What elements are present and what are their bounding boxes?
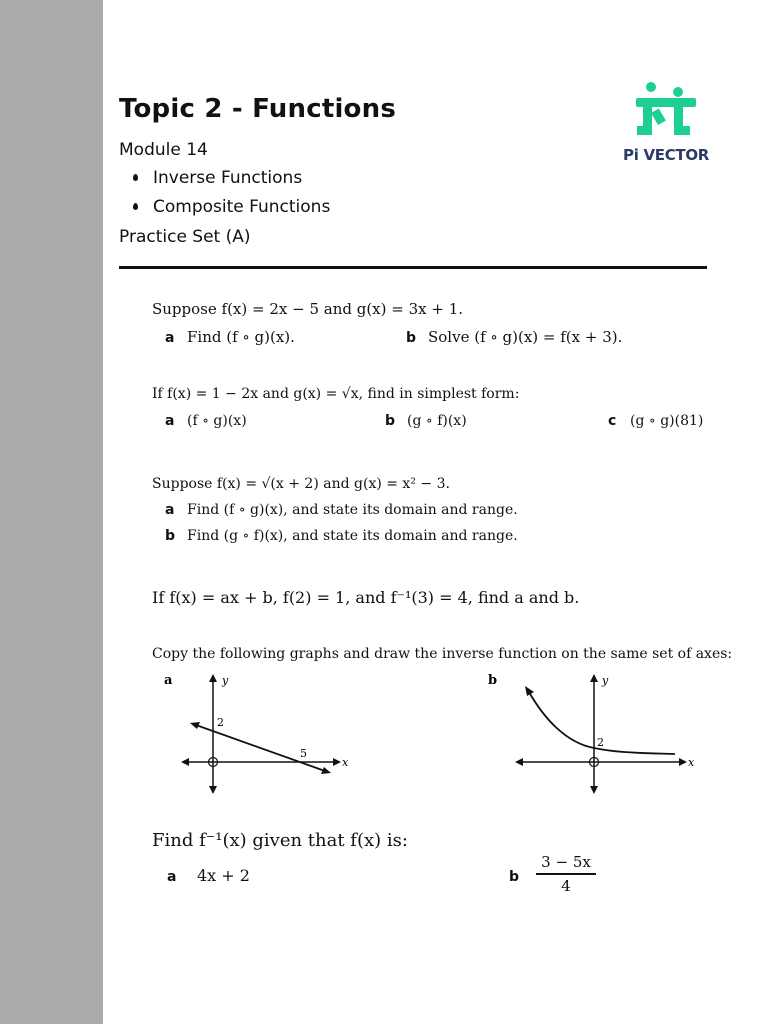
topic-list bbox=[131, 168, 330, 226]
question-1-part-b bbox=[406, 328, 622, 346]
part-label: a bbox=[165, 330, 175, 346]
x-intercept-label: 5 bbox=[300, 747, 307, 760]
y-axis-label: y bbox=[602, 674, 609, 687]
question-6-stem: Find f⁻¹(x) given that f(x) is: bbox=[152, 830, 408, 851]
question-2-part-a bbox=[165, 413, 247, 429]
graph-b bbox=[483, 668, 703, 798]
line-arrow-icon bbox=[321, 767, 331, 774]
graph-a bbox=[158, 668, 358, 798]
topic-label: Composite Functions bbox=[153, 197, 331, 217]
part-label: b bbox=[165, 528, 176, 544]
question-3-part-b bbox=[165, 528, 518, 544]
question-3-stem: Suppose f(x) = √(x + 2) and g(x) = x² − 3. bbox=[152, 476, 450, 492]
question-5-stem: Copy the following graphs and draw the inverse function on the same set of axes: bbox=[152, 646, 733, 662]
x-axis-label: x bbox=[688, 756, 695, 769]
part-text: Find (f ∘ g)(x). bbox=[187, 328, 295, 346]
x-axis-arrow-icon bbox=[333, 758, 341, 766]
y-axis-arrow-icon bbox=[209, 786, 217, 794]
question-4-text: If f(x) = ax + b, f(2) = 1, and f⁻¹(3) = 4, find a and b. bbox=[152, 588, 580, 607]
y-axis-arrow-icon bbox=[590, 786, 598, 794]
graph-label: a bbox=[164, 673, 173, 688]
logo-wordmark: Pi VECTOR bbox=[623, 146, 710, 164]
part-label: a bbox=[165, 502, 175, 518]
left-margin-bar bbox=[0, 0, 103, 1024]
topic-label: Inverse Functions bbox=[153, 168, 303, 188]
x-axis-arrow-icon bbox=[181, 758, 189, 766]
question-6-part-a bbox=[167, 866, 250, 885]
part-label: b bbox=[385, 413, 396, 429]
practice-set-label: Practice Set (A) bbox=[119, 227, 251, 247]
worksheet-page bbox=[103, 0, 768, 1024]
question-1-stem: Suppose f(x) = 2x − 5 and g(x) = 3x + 1. bbox=[152, 300, 464, 318]
fraction-numerator: 3 − 5x bbox=[541, 853, 591, 871]
part-text: (g ∘ f)(x) bbox=[407, 413, 467, 429]
part-text: Find (f ∘ g)(x), and state its domain and range. bbox=[187, 502, 518, 518]
y-intercept-label: 2 bbox=[217, 716, 224, 729]
page-title: Topic 2 - Functions bbox=[119, 94, 397, 124]
module-label: Module 14 bbox=[119, 140, 208, 160]
line-arrow-icon bbox=[190, 722, 200, 729]
header-divider bbox=[119, 266, 707, 269]
x-axis-label: x bbox=[342, 756, 349, 769]
part-text: (f ∘ g)(x) bbox=[187, 413, 247, 429]
bullet-icon bbox=[133, 174, 138, 181]
x-axis-arrow-icon bbox=[515, 758, 523, 766]
question-6-part-b bbox=[509, 866, 539, 885]
part-label: b bbox=[406, 330, 417, 346]
part-label: a bbox=[165, 413, 175, 429]
fraction-bar bbox=[536, 873, 596, 875]
topic-item bbox=[131, 168, 330, 197]
part-text: Find (g ∘ f)(x), and state its domain and range. bbox=[187, 528, 518, 544]
y-axis-arrow-icon bbox=[590, 674, 598, 682]
part-text: 4x + 2 bbox=[197, 866, 250, 885]
graph-label: b bbox=[488, 673, 498, 688]
part-label: a bbox=[167, 869, 177, 885]
question-2-part-b bbox=[385, 413, 467, 429]
curve-arrow-icon bbox=[525, 686, 534, 696]
part-label: c bbox=[608, 413, 617, 429]
question-2-part-c bbox=[608, 413, 703, 429]
question-6-fraction bbox=[536, 853, 596, 895]
x-axis-arrow-icon bbox=[679, 758, 687, 766]
topic-item bbox=[131, 197, 330, 226]
question-3-part-a bbox=[165, 502, 518, 518]
y-intercept-label: 2 bbox=[597, 736, 604, 749]
part-label: b bbox=[509, 869, 520, 885]
y-axis-arrow-icon bbox=[209, 674, 217, 682]
question-1-part-a bbox=[165, 328, 295, 346]
y-axis-label: y bbox=[222, 674, 229, 687]
fraction-denominator: 4 bbox=[561, 876, 571, 895]
bullet-icon bbox=[133, 203, 138, 210]
question-2-stem: If f(x) = 1 − 2x and g(x) = √x, find in simplest form: bbox=[152, 386, 520, 402]
part-text: (g ∘ g)(81) bbox=[630, 413, 704, 429]
part-text: Solve (f ∘ g)(x) = f(x + 3). bbox=[428, 328, 623, 346]
